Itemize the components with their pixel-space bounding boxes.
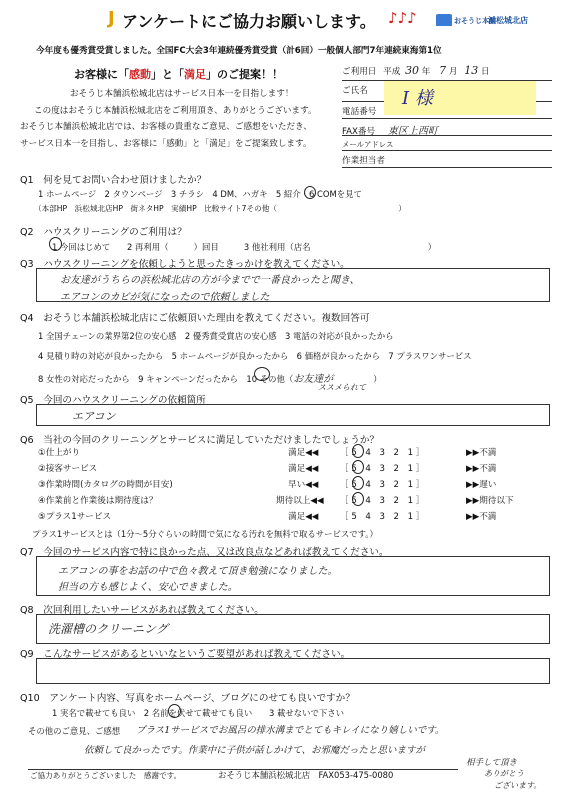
phone-row: 電話番号 bbox=[342, 102, 552, 119]
name-value: I 様 bbox=[402, 88, 433, 109]
q6-row: ①仕上がり 満足◀◀ ［ 5 4 3 2 1 ］ ▶▶不満 bbox=[38, 448, 497, 458]
intro-line: この度はおそうじ本舗浜松城北店をご利用頂き、ありがとうございます。 bbox=[34, 105, 317, 116]
q1-selected-circle bbox=[304, 186, 316, 199]
name-row: ご氏名 bbox=[342, 84, 552, 102]
q3-answer-line2: エアコンのカビが気になったので依頼しました bbox=[60, 292, 270, 303]
q10-answer-line2: 依頼して良かったです。作業中に子供が話しかけて、お邪魔だったと思いますが bbox=[84, 745, 426, 756]
q6-row: ⑤プラス1サービス 満足◀◀ ［ 5 4 3 2 1 ］ ▶▶不満 bbox=[38, 512, 497, 522]
q1-options: 1 ホームページ 2 タウンページ 3 チラシ 4 DM、ハガキ 5 紹介 6 COMを見て bbox=[38, 189, 362, 199]
intro-line: サービス日本一を目指し、お客様に「感動」と「満足」をご提案致します。 bbox=[20, 138, 312, 149]
intro-line: おそうじ本舗浜松城北店はサービス日本一を目指します！ bbox=[70, 89, 294, 99]
q9-answer-box bbox=[36, 658, 550, 684]
q1-title: Q1 何を見てお問い合わせ頂けましたか？ bbox=[20, 175, 207, 186]
q5-title: Q5 今回のハウスクリーニングの依頼箇所 bbox=[20, 395, 206, 406]
q1-sub: （本部HP 浜松城北店HP 街ネタHP 実績HP 比較サイト7その他（ ） bbox=[34, 204, 406, 213]
q3-answer-line1: お友達がうちらの浜松城北店の方が今までで一番良かったと聞き、 bbox=[60, 275, 360, 286]
q10-selected-circle bbox=[168, 704, 181, 718]
intro-line: おそうじ本舗浜松城北店では、お客様の貴重なご意見、ご感想をいただき、 bbox=[20, 122, 312, 132]
q10-title: Q10 アンケート内容、写真をホームページ、ブログにのせても良いですか？ bbox=[20, 693, 355, 704]
title-prefix: J bbox=[108, 8, 115, 29]
logo-brand: おそうじ本舗 bbox=[454, 17, 496, 25]
staff-row: 作業担当者 bbox=[342, 151, 552, 168]
footer-store: おそうじ本舗浜松城北店 FAX053-475-0080 bbox=[218, 770, 394, 780]
info-form bbox=[342, 64, 552, 168]
q10-options: 1 実名で載せても良い 2 名前を伏せて載せても良い 3 載せないで下さい bbox=[52, 708, 344, 718]
q10-answer-line1: プラス1サービスでお風呂の排水溝までとてもキレイになり嬉しいです。 bbox=[136, 725, 445, 736]
q6-circle-3 bbox=[352, 476, 364, 490]
q6-circle-4 bbox=[352, 492, 364, 506]
q10-answer-line5: ございます。 bbox=[494, 781, 542, 790]
q4-row2: 4 見積り時の対応が良かったから 5 ホームページが良かったから 6 価格が良かったから 7 プラスワンサービス bbox=[38, 351, 472, 361]
q6-circle-1 bbox=[352, 444, 364, 458]
q4-selected-circle bbox=[254, 367, 270, 381]
q2-options: 1 今回はじめて 2 再利用（ ）回目 3 他社利用（店名 ） bbox=[52, 242, 437, 252]
q6-circle-2 bbox=[352, 460, 364, 474]
fax-row: FAX番号 東区上西町 bbox=[342, 119, 552, 136]
q8-answer: 洗濯槽のクリーニング bbox=[48, 622, 168, 636]
logo-store: 浜松城北店 bbox=[488, 16, 528, 25]
mail-row: メールアドレス bbox=[342, 136, 552, 151]
logo-icon bbox=[436, 14, 452, 29]
q9-title: Q9 こんなサービスがあるといいなというご要望があれば教えてください。 bbox=[20, 649, 351, 660]
q7-title: Q7 今回のサービス内容で特に良かった点、又は改良点などあれば教えてください。 bbox=[20, 547, 389, 558]
music-notes: ♪♪♪ bbox=[388, 9, 417, 27]
q8-title: Q8 次回利用したいサービスがあれば教えてください。 bbox=[20, 605, 264, 616]
page-title: アンケートにご協力お願いします。 bbox=[122, 12, 376, 31]
q7-answer-line1: エアコンの事をお話の中で色々教えて頂き勉強になりました。 bbox=[58, 566, 338, 577]
q6-row: ④作業前と作業後は期待度は？ 期待以上◀◀ ［ 5 4 3 2 1 ］ ▶▶期待以下 bbox=[38, 496, 514, 506]
q4-title: Q4 おそうじ本舗浜松城北店にご依頼頂いた理由を教えてください。複数回答可 bbox=[20, 313, 370, 324]
q4-row3: 8 女性の対応だったから 9 キャンペーンだったから 10 その他（お友達が ） bbox=[38, 374, 382, 385]
proposal-line: お客様に「感動」と「満足」のご提案！！ bbox=[74, 68, 283, 81]
q6-row: ③作業時間(カタログの時間が目安) 早い◀◀ ［ 5 4 3 2 1 ］ ▶▶遅い bbox=[38, 480, 497, 490]
footer-thanks: ご協力ありがとうございました 感謝です。 bbox=[30, 771, 182, 780]
q4-other-hand2: ススメられて bbox=[318, 383, 366, 392]
q10-answer-line4: ありがとう bbox=[484, 769, 524, 778]
q6-title: Q6 当社の今回のクリーニングとサービスに満足していただけましたでしょうか？ bbox=[20, 435, 380, 446]
q6-row: ②接客サービス 満足◀◀ ［ 5 4 3 2 1 ］ ▶▶不満 bbox=[38, 464, 497, 474]
intro-block bbox=[20, 86, 340, 152]
q7-answer-line2: 担当の方も感じよく、安心できました。 bbox=[58, 582, 238, 593]
q5-answer: エアコン bbox=[72, 410, 116, 423]
q4-row1: 1 全国チェーンの業界第2位の安心感 2 優秀賞受賞店の安心感 3 電話の対応が良かったから bbox=[38, 331, 394, 341]
q3-title: Q3 ハウスクリーニングを依頼しようと思ったきっかけを教えてください。 bbox=[20, 259, 350, 270]
q10-answer-line3: 相手して頂き bbox=[466, 758, 518, 768]
q2-title: Q2 ハウスクリーニングのご利用は？ bbox=[20, 227, 187, 238]
header-banner bbox=[108, 6, 528, 32]
q6-note: プラス1サービスとは（1分～5分ぐらいの時間で気になる汚れを無料で取るサービスです。） bbox=[32, 529, 378, 539]
date-row: ご利用日 平成 30 年 7 月 13 日 bbox=[342, 64, 552, 81]
q2-selected-circle bbox=[49, 237, 62, 251]
q10-other-label: その他のご意見、ご感想 bbox=[28, 726, 121, 736]
award-text: 今年度も優秀賞受賞しました。全国FC大会3年連続優秀賞受賞（計6回）一般個人部門7年連続東海第1位 bbox=[36, 46, 442, 56]
